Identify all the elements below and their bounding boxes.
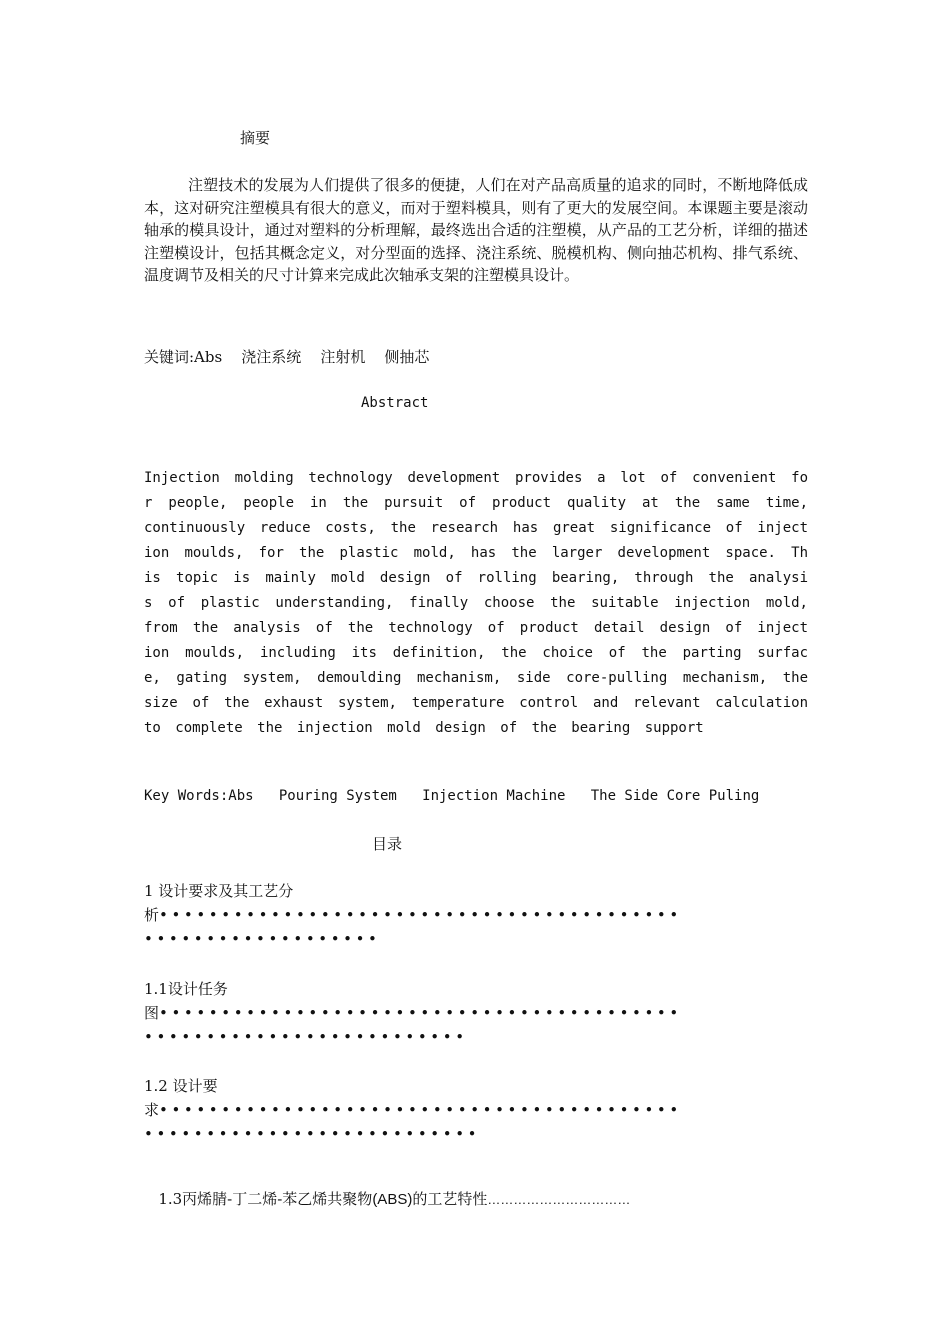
toc-entry-1[interactable] (144, 879, 808, 951)
abstract-cn-title: 摘要 (240, 129, 271, 147)
toc-leader-dots (144, 903, 808, 927)
toc-entry-label-cont: 图 (144, 1004, 160, 1022)
toc-dots-line-2: •••••••••••••••••••••••••• (144, 1028, 468, 1046)
abstract-en-paragraph: Injection molding technology development provides a lot of convenient for people, people in the pursuit of product quality at the same time, continuously reduce costs, the research has great significance of injection moulds, for the plastic mold, has the larger development space. This topic is mainly mold design of rolling bearing, through the analysis of plastic understanding, finally choose the suitable injection mold, from the analysis of the technology of product detail design of injection moulds, including its definition, the choice of the parting surface, gating system, demoulding mechanism, side core-pulling mechanism, the size of the exhaust system, temperature control and relevant calculation to complete the injection mold design of the bearing support (144, 470, 808, 736)
toc-dots-line-2: ••••••••••••••••••••••••••• (144, 1125, 481, 1143)
toc-entry-1-3[interactable] (144, 1170, 808, 1209)
toc-entry-label: 1 设计要求及其工艺分 (144, 882, 294, 900)
toc-leader-dots (144, 1001, 808, 1025)
toc-entry-1-2[interactable] (144, 1074, 808, 1146)
toc-entry-label: 1.1设计任务 (144, 980, 228, 998)
toc-entry-label: 1.2 设计要 (144, 1077, 218, 1095)
toc-entry-abs: (ABS) (372, 1191, 413, 1208)
toc-dots-line-1: •••••••••••••••••••••••••••••••••••••••••• (159, 1101, 682, 1119)
toc-entry-suffix: 的工艺特性 (412, 1190, 488, 1208)
abstract-cn-paragraph: 注塑技术的发展为人们提供了很多的便捷，人们在对产品高质量的追求的同时，不断地降低成本，这对研究注塑模具有很大的意义，而对于塑料模具，则有了更大的发展空间。本课题主要是滚动轴承的模具设计，通过对塑料的分析理解，最终选出合适的注塑模，从产品的工艺分析，详细的描述注塑模设计，包括其概念定义，对分型面的选择、浇注系统、脱模机构、侧向抽芯机构、排气系统、温度调节及相关的尺寸计算来完成此次轴承支架的注塑模具设计。 (144, 176, 808, 284)
toc-entry-label: 1.3丙烯腈-丁二烯-苯乙烯共聚物 (153, 1190, 373, 1208)
toc-dots-line-2: ••••••••••••••••••• (144, 930, 381, 948)
toc-entry-label-cont: 求 (144, 1101, 160, 1119)
toc-leader-ellipsis: …………………………… (487, 1192, 631, 1207)
abstract-en-title: Abstract (361, 395, 429, 411)
toc-dots-line-1: •••••••••••••••••••••••••••••••••••••••••• (159, 1004, 682, 1022)
keywords-cn: 关键词:Abs 浇注系统 注射机 侧抽芯 (144, 348, 430, 366)
toc-dots-line-1: •••••••••••••••••••••••••••••••••••••••••• (159, 906, 682, 924)
toc-entry-label-cont: 析 (144, 906, 160, 924)
toc-entry-1-1[interactable] (144, 977, 808, 1049)
toc-title: 目录 (372, 835, 403, 853)
keywords-en: Key Words:Abs Pouring System Injection Machine The Side Core Puling (144, 788, 760, 804)
toc-leader-dots (144, 1098, 808, 1122)
